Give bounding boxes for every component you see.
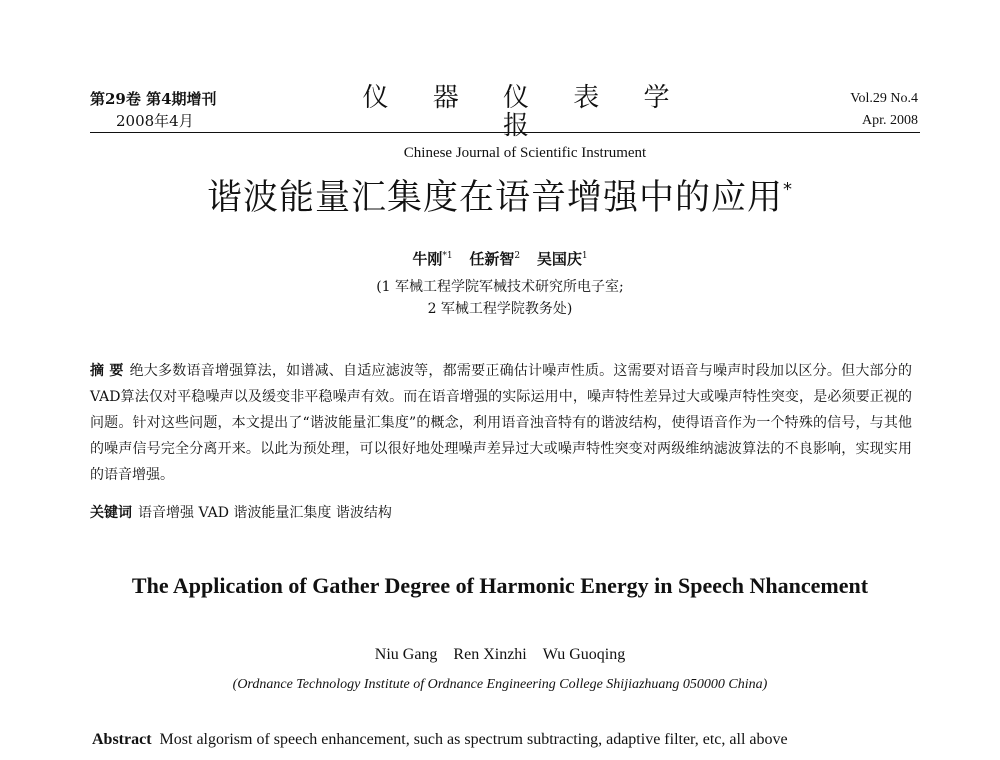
author-list-en bbox=[0, 646, 1000, 664]
title-footnote-mark: * bbox=[783, 179, 793, 200]
paper-title-en: The Application of Gather Degree of Harmonic Energy in Speech Nhancement bbox=[131, 573, 869, 598]
header-volume-cn bbox=[90, 88, 217, 132]
volume-issue-cn: 第29卷 第4期增刊 bbox=[90, 90, 217, 108]
abstract-label-en: Abstract bbox=[92, 731, 152, 748]
abstract-label-cn: 摘 要 bbox=[90, 363, 124, 379]
journal-name-cn: 仪 器 仪 表 学 报 bbox=[362, 83, 688, 141]
title-text: 谐波能量汇集度在语音增强中的应用 bbox=[206, 178, 783, 218]
journal-masthead bbox=[360, 84, 690, 164]
affiliation-en: (Ordnance Technology Institute of Ordnance Engineering College Shijiazhuang 050000 China) bbox=[232, 677, 768, 692]
author-list-cn bbox=[0, 248, 1000, 269]
abstract-text-cn: 绝大多数语音增强算法，如谱减、自适应滤波等，都需要正确估计噪声性质。这需要对语音与噪声时段加以区分。但大部分的VAD算法仅对平稳噪声以及缓变非平稳噪声有效。而在语音增强的实际运用中，噪声特性差异过大或噪声特性突变，是必须要正视的问题。针对这些问题，本文提出了“谐波能量汇集度”的概念，利用语音浊音特有的谐波结构，使得语音作为一个特殊的信号，与其他的噪声信号完全分离开来。以此为预处理，可以很好地处理噪声差异过大或噪声特性突变对两级维纳滤波算法的不良影响，实现实用的语音增强。 bbox=[90, 363, 913, 483]
author-cn: 牛刚$^{*1}$ bbox=[412, 250, 453, 268]
date-cn: 2008年4月 bbox=[116, 112, 194, 130]
abstract-cn bbox=[90, 358, 912, 488]
date-en: Apr. 2008 bbox=[862, 113, 918, 128]
author-cn: 吴国庆$^1$ bbox=[536, 250, 588, 268]
header-rule bbox=[90, 132, 920, 133]
header-volume-en bbox=[850, 88, 918, 132]
keywords-cn bbox=[90, 502, 392, 522]
volume-issue-en: Vol.29 No.4 bbox=[850, 91, 918, 106]
author-en: Wu Guoqing bbox=[542, 646, 626, 663]
author-cn: 任新智$^2$ bbox=[469, 250, 521, 268]
affiliation-line: 2 军械工程学院教务处) bbox=[427, 301, 573, 317]
affiliation-cn bbox=[0, 276, 1000, 320]
keywords-label-cn: 关键词 bbox=[90, 505, 132, 521]
affiliation-line: (1 军械工程学院军械技术研究所电子室; bbox=[376, 279, 624, 295]
keywords-text-cn: 语音增强 VAD 谐波能量汇集度 谐波结构 bbox=[138, 505, 392, 521]
paper-title-cn bbox=[0, 170, 1000, 220]
author-en: Ren Xinzhi bbox=[453, 646, 527, 663]
author-en: Niu Gang bbox=[374, 646, 438, 663]
abstract-en bbox=[92, 731, 912, 749]
journal-name-en: Chinese Journal of Scientific Instrument bbox=[403, 145, 647, 161]
abstract-text-en: Most algorism of speech enhancement, such as spectrum subtracting, adaptive filter, etc, all above bbox=[159, 731, 788, 748]
